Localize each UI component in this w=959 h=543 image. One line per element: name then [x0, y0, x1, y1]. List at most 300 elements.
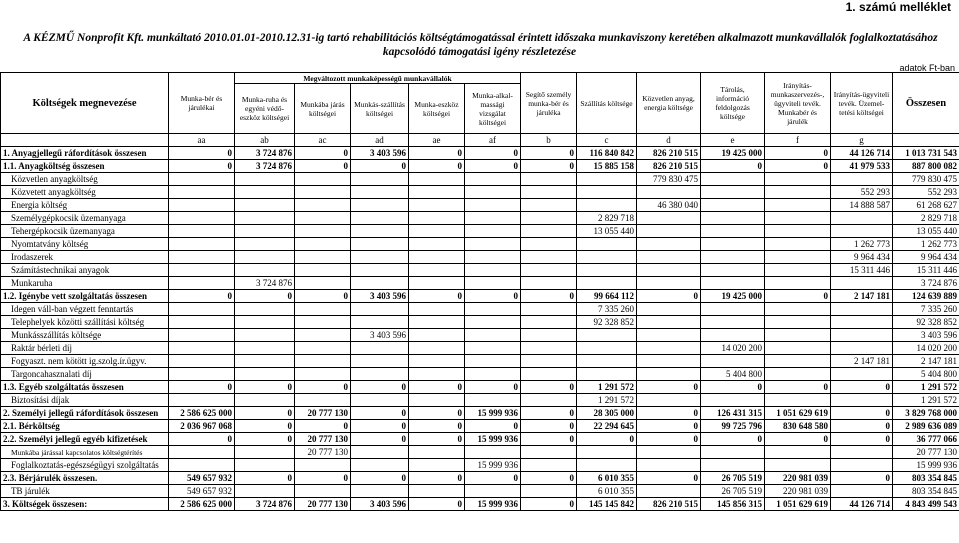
table-cell [701, 199, 765, 212]
table-cell: 15 311 446 [831, 264, 893, 277]
table-cell: 3 403 596 [351, 498, 409, 511]
table-cell: 0 [521, 381, 577, 394]
table-cell [169, 277, 235, 290]
table-cell [765, 316, 831, 329]
header-worker-transport: Munkás-szállítás költségei [351, 84, 409, 134]
table-cell [409, 394, 465, 407]
table-cell [351, 316, 409, 329]
table-cell [521, 251, 577, 264]
table-cell: 779 830 475 [893, 173, 959, 186]
table-cell: 0 [465, 290, 521, 303]
row-label: Energia költség [1, 199, 169, 212]
table-cell [765, 329, 831, 342]
table-cell [409, 355, 465, 368]
table-cell: 0 [409, 420, 465, 433]
table-cell [351, 199, 409, 212]
table-cell [765, 277, 831, 290]
table-cell [235, 446, 295, 459]
table-cell: 1 262 773 [893, 238, 959, 251]
table-cell: 15 999 936 [893, 459, 959, 472]
row-label: Foglalkoztatás-egészségügyi szolgáltatás [1, 459, 169, 472]
table-cell [465, 186, 521, 199]
table-cell: 99 664 112 [577, 290, 637, 303]
table-cell [577, 199, 637, 212]
table-cell: 0 [701, 381, 765, 394]
row-label: Tehergépkocsik üzemanyaga [1, 225, 169, 238]
table-cell [765, 342, 831, 355]
document-title: A KÉZMŰ Nonprofit Kft. munkáltató 2010.01.01-2010.12.31-ig tartó rehabilitációs költségtámogatással érintett időszaka munkaviszony keretében alkalmazott munkavállalók foglalkoztatásához [23, 32, 938, 44]
table-cell: 3 724 876 [235, 277, 295, 290]
table-cell [637, 303, 701, 316]
row-label: Telephelyek közötti szállítási költség [1, 316, 169, 329]
table-cell [409, 316, 465, 329]
table-cell: 0 [701, 433, 765, 446]
header-total: Összesen [893, 73, 959, 134]
table-cell [831, 459, 893, 472]
header-medical: Munka-alkal-massági vizsgálat költségei [465, 84, 521, 134]
table-cell [765, 368, 831, 381]
table-cell: 0 [831, 407, 893, 420]
table-row [1, 342, 959, 355]
table-cell: 2 829 718 [577, 212, 637, 225]
table-cell: 0 [577, 433, 637, 446]
table-row [1, 225, 959, 238]
table-cell: 0 [235, 407, 295, 420]
table-cell [235, 316, 295, 329]
table-cell [577, 355, 637, 368]
table-cell [831, 303, 893, 316]
table-cell [235, 368, 295, 381]
table-cell [765, 173, 831, 186]
table-cell [169, 459, 235, 472]
table-cell [637, 316, 701, 329]
table-cell [831, 212, 893, 225]
table-cell: 3 403 596 [351, 329, 409, 342]
table-row [1, 186, 959, 199]
table-cell [295, 186, 351, 199]
table-cell: 2 586 625 000 [169, 498, 235, 511]
table-cell: 2 036 967 068 [169, 420, 235, 433]
table-cell: 19 425 000 [701, 147, 765, 160]
table-row [1, 303, 959, 316]
table-cell: 3 724 876 [893, 277, 959, 290]
row-label: 1.2. Igénybe vett szolgáltatás összesen [1, 290, 169, 303]
table-row [1, 433, 959, 446]
table-cell [701, 225, 765, 238]
table-cell [765, 355, 831, 368]
table-cell [465, 355, 521, 368]
table-cell: 1 051 629 619 [765, 407, 831, 420]
column-letter: af [465, 134, 521, 147]
table-cell: 0 [465, 420, 521, 433]
table-cell [521, 277, 577, 290]
table-row [1, 355, 959, 368]
table-cell [295, 251, 351, 264]
table-cell: 0 [637, 420, 701, 433]
table-cell: 92 328 852 [893, 316, 959, 329]
row-label: 1.3. Egyéb szolgáltatás összesen [1, 381, 169, 394]
table-cell [235, 329, 295, 342]
table-cell: 7 335 260 [577, 303, 637, 316]
table-cell [465, 212, 521, 225]
table-cell [235, 459, 295, 472]
table-cell [409, 186, 465, 199]
table-cell: 0 [637, 407, 701, 420]
table-cell: 0 [351, 160, 409, 173]
table-cell [295, 212, 351, 225]
table-cell: 15 999 936 [465, 407, 521, 420]
table-cell: 20 777 130 [295, 498, 351, 511]
table-cell [169, 186, 235, 199]
table-cell [765, 459, 831, 472]
table-row [1, 381, 959, 394]
table-cell [235, 394, 295, 407]
header-group: Megváltozott munkaképességű munkavállalók [235, 73, 521, 84]
table-cell [521, 225, 577, 238]
table-row [1, 485, 959, 498]
table-cell [295, 368, 351, 381]
table-cell [465, 394, 521, 407]
table-cell: 0 [295, 381, 351, 394]
table-cell: 22 294 645 [577, 420, 637, 433]
column-letter: e [701, 134, 765, 147]
header-wage: Munka-bér és járulékai [169, 73, 235, 134]
table-cell [351, 355, 409, 368]
table-cell [577, 186, 637, 199]
table-cell: 0 [701, 160, 765, 173]
column-letter: d [637, 134, 701, 147]
table-cell [637, 264, 701, 277]
table-cell [577, 329, 637, 342]
table-cell: 3 724 876 [235, 160, 295, 173]
table-cell: 0 [295, 160, 351, 173]
table-cell [521, 459, 577, 472]
table-cell: 0 [351, 420, 409, 433]
table-cell [831, 394, 893, 407]
table-cell: 779 830 475 [637, 173, 701, 186]
table-cell [235, 225, 295, 238]
row-label: Fogyaszt. nem kötött ig.szolg.ír.ügyv. [1, 355, 169, 368]
table-cell: 826 210 515 [637, 498, 701, 511]
column-letter: ab [235, 134, 295, 147]
table-cell: 7 335 260 [893, 303, 959, 316]
annex-label: 1. számú melléklet [845, 0, 951, 14]
table-cell: 20 777 130 [295, 446, 351, 459]
table-cell [351, 485, 409, 498]
table-cell: 13 055 440 [577, 225, 637, 238]
table-cell [169, 199, 235, 212]
table-cell [701, 238, 765, 251]
table-cell [409, 303, 465, 316]
table-row [1, 407, 959, 420]
table-cell: 9 964 434 [893, 251, 959, 264]
table-cell: 0 [351, 381, 409, 394]
column-letter: b [521, 134, 577, 147]
table-cell: 1 262 773 [831, 238, 893, 251]
table-cell [409, 238, 465, 251]
table-cell: 44 126 714 [831, 498, 893, 511]
table-cell [169, 264, 235, 277]
table-cell: 0 [765, 381, 831, 394]
table-cell [701, 251, 765, 264]
table-cell [235, 199, 295, 212]
column-letter: aa [169, 134, 235, 147]
row-label: Személygépkocsik üzemanyaga [1, 212, 169, 225]
table-row [1, 472, 959, 485]
table-cell [235, 264, 295, 277]
table-cell [765, 199, 831, 212]
table-cell: 3 724 876 [235, 147, 295, 160]
table-cell [235, 238, 295, 251]
table-cell [295, 173, 351, 186]
table-cell: 5 404 800 [701, 368, 765, 381]
table-cell [409, 199, 465, 212]
table-cell: 0 [295, 290, 351, 303]
row-label: 1. Anyagjellegű ráfordítások összesen [1, 147, 169, 160]
row-label: 2.1. Bérköltség [1, 420, 169, 433]
table-cell: 20 777 130 [295, 407, 351, 420]
table-cell [295, 225, 351, 238]
table-cell [521, 212, 577, 225]
table-row [1, 290, 959, 303]
table-cell: 0 [765, 433, 831, 446]
table-cell [295, 394, 351, 407]
table-cell: 552 293 [893, 186, 959, 199]
table-cell: 2 147 181 [831, 290, 893, 303]
row-label: Közvetett anyagköltség [1, 186, 169, 199]
table-cell: 0 [521, 407, 577, 420]
table-cell [637, 368, 701, 381]
table-cell: 126 431 315 [701, 407, 765, 420]
table-row [1, 368, 959, 381]
table-cell: 1 291 572 [577, 381, 637, 394]
header-management-ops: Irányítás-ügyviteli tevék. Üzemel-tetési költségei [831, 73, 893, 134]
table-cell [521, 303, 577, 316]
table-cell [169, 355, 235, 368]
table-cell: 46 380 040 [637, 199, 701, 212]
table-cell: 1 013 731 543 [893, 147, 959, 160]
table-cell [521, 316, 577, 329]
table-cell [701, 277, 765, 290]
table-cell: 26 705 519 [701, 485, 765, 498]
table-cell [409, 225, 465, 238]
column-letter: g [831, 134, 893, 147]
table-cell: 2 586 625 000 [169, 407, 235, 420]
table-cell [295, 277, 351, 290]
table-cell: 220 981 039 [765, 485, 831, 498]
table-cell: 0 [235, 420, 295, 433]
table-cell: 0 [409, 498, 465, 511]
table-cell: 92 328 852 [577, 316, 637, 329]
table-cell [351, 459, 409, 472]
table-cell [577, 342, 637, 355]
table-cell [295, 329, 351, 342]
table-cell [465, 199, 521, 212]
table-cell [521, 329, 577, 342]
table-cell: 13 055 440 [893, 225, 959, 238]
table-cell: 0 [351, 433, 409, 446]
table-cell [409, 251, 465, 264]
table-cell [637, 277, 701, 290]
table-cell: 826 210 515 [637, 160, 701, 173]
table-cell: 887 800 082 [893, 160, 959, 173]
table-cell: 1 291 572 [893, 394, 959, 407]
table-cell: 2 147 181 [831, 355, 893, 368]
table-cell: 0 [831, 381, 893, 394]
table-cell: 0 [409, 290, 465, 303]
table-cell [295, 199, 351, 212]
table-cell [409, 329, 465, 342]
table-cell: 20 777 130 [295, 433, 351, 446]
table-cell [577, 264, 637, 277]
column-letter: ad [351, 134, 409, 147]
table-cell [831, 173, 893, 186]
table-cell [235, 303, 295, 316]
table-cell: 20 777 130 [893, 446, 959, 459]
table-cell [521, 264, 577, 277]
table-cell [409, 342, 465, 355]
table-cell: 0 [235, 433, 295, 446]
table-cell [521, 355, 577, 368]
table-cell [765, 446, 831, 459]
column-letter: ac [295, 134, 351, 147]
table-cell: 3 403 596 [893, 329, 959, 342]
row-label: 2. Személyi jellegű ráfordítások összesen [1, 407, 169, 420]
table-cell [235, 342, 295, 355]
table-cell [409, 212, 465, 225]
table-cell [295, 238, 351, 251]
table-cell: 0 [409, 147, 465, 160]
table-cell: 0 [521, 160, 577, 173]
table-cell [169, 303, 235, 316]
table-cell: 145 856 315 [701, 498, 765, 511]
table-cell: 0 [831, 420, 893, 433]
table-cell [169, 225, 235, 238]
table-cell: 14 888 587 [831, 199, 893, 212]
table-cell [637, 394, 701, 407]
table-cell [701, 173, 765, 186]
column-letter-row [1, 134, 959, 147]
table-cell: 9 964 434 [831, 251, 893, 264]
header-commute: Munkába járás költségei [295, 84, 351, 134]
table-cell [831, 316, 893, 329]
table-cell [235, 355, 295, 368]
table-cell: 6 010 355 [577, 472, 637, 485]
table-cell [831, 277, 893, 290]
table-cell [235, 485, 295, 498]
header-tools: Munka-eszköz költségei [409, 84, 465, 134]
row-label: Targoncahasznalati díj [1, 368, 169, 381]
header-transport: Szállítás költsége [577, 73, 637, 134]
table-cell [465, 277, 521, 290]
table-cell: 99 725 796 [701, 420, 765, 433]
table-cell: 0 [409, 381, 465, 394]
table-cell: 15 999 936 [465, 498, 521, 511]
table-cell [701, 355, 765, 368]
table-row [1, 446, 959, 459]
table-cell: 830 648 580 [765, 420, 831, 433]
table-cell: 15 999 936 [465, 459, 521, 472]
table-cell [521, 173, 577, 186]
table-cell [351, 303, 409, 316]
table-cell [577, 277, 637, 290]
table-cell [409, 485, 465, 498]
table-cell [637, 355, 701, 368]
table-cell [765, 303, 831, 316]
row-label: Irodaszerek [1, 251, 169, 264]
table-cell: 0 [521, 147, 577, 160]
document-subtitle: kapcsolódó támogatási igény részletezése [382, 46, 577, 58]
table-cell [351, 277, 409, 290]
table-cell: 0 [351, 407, 409, 420]
table-cell [295, 303, 351, 316]
table-cell [521, 446, 577, 459]
table-cell: 0 [637, 381, 701, 394]
table-cell: 0 [521, 498, 577, 511]
header-row-label: Költségek megnevezése [1, 73, 169, 134]
table-cell: 0 [465, 147, 521, 160]
table-cell: 3 403 596 [351, 290, 409, 303]
table-cell [831, 485, 893, 498]
table-row [1, 459, 959, 472]
table-cell [351, 186, 409, 199]
table-row [1, 251, 959, 264]
table-cell: 28 305 000 [577, 407, 637, 420]
table-cell [295, 342, 351, 355]
table-cell: 0 [351, 472, 409, 485]
table-cell [351, 212, 409, 225]
table-cell [465, 329, 521, 342]
table-cell: 5 404 800 [893, 368, 959, 381]
table-cell [765, 251, 831, 264]
table-row [1, 316, 959, 329]
table-cell [577, 238, 637, 251]
row-label: Munkaruha [1, 277, 169, 290]
table-row [1, 394, 959, 407]
table-row [1, 238, 959, 251]
table-cell: 0 [169, 381, 235, 394]
table-cell: 0 [295, 472, 351, 485]
column-letter: f [765, 134, 831, 147]
table-cell: 0 [465, 472, 521, 485]
table-cell [637, 342, 701, 355]
table-cell [701, 446, 765, 459]
column-letter: c [577, 134, 637, 147]
table-cell [295, 355, 351, 368]
table-cell [295, 485, 351, 498]
table-row [1, 329, 959, 342]
table-cell: 61 268 627 [893, 199, 959, 212]
table-cell: 3 403 596 [351, 147, 409, 160]
table-cell [831, 368, 893, 381]
table-cell: 1 291 572 [893, 381, 959, 394]
table-cell: 0 [235, 381, 295, 394]
table-cell: 3 829 768 000 [893, 407, 959, 420]
table-cell [235, 251, 295, 264]
table-cell [637, 238, 701, 251]
table-cell [351, 173, 409, 186]
row-label: 1.1. Anyagköltség összesen [1, 160, 169, 173]
table-cell [351, 264, 409, 277]
table-cell [295, 459, 351, 472]
table-cell [577, 368, 637, 381]
table-cell: 0 [765, 147, 831, 160]
table-cell: 0 [521, 472, 577, 485]
table-cell: 0 [521, 290, 577, 303]
table-cell: 41 979 533 [831, 160, 893, 173]
table-cell [169, 212, 235, 225]
table-cell [765, 394, 831, 407]
